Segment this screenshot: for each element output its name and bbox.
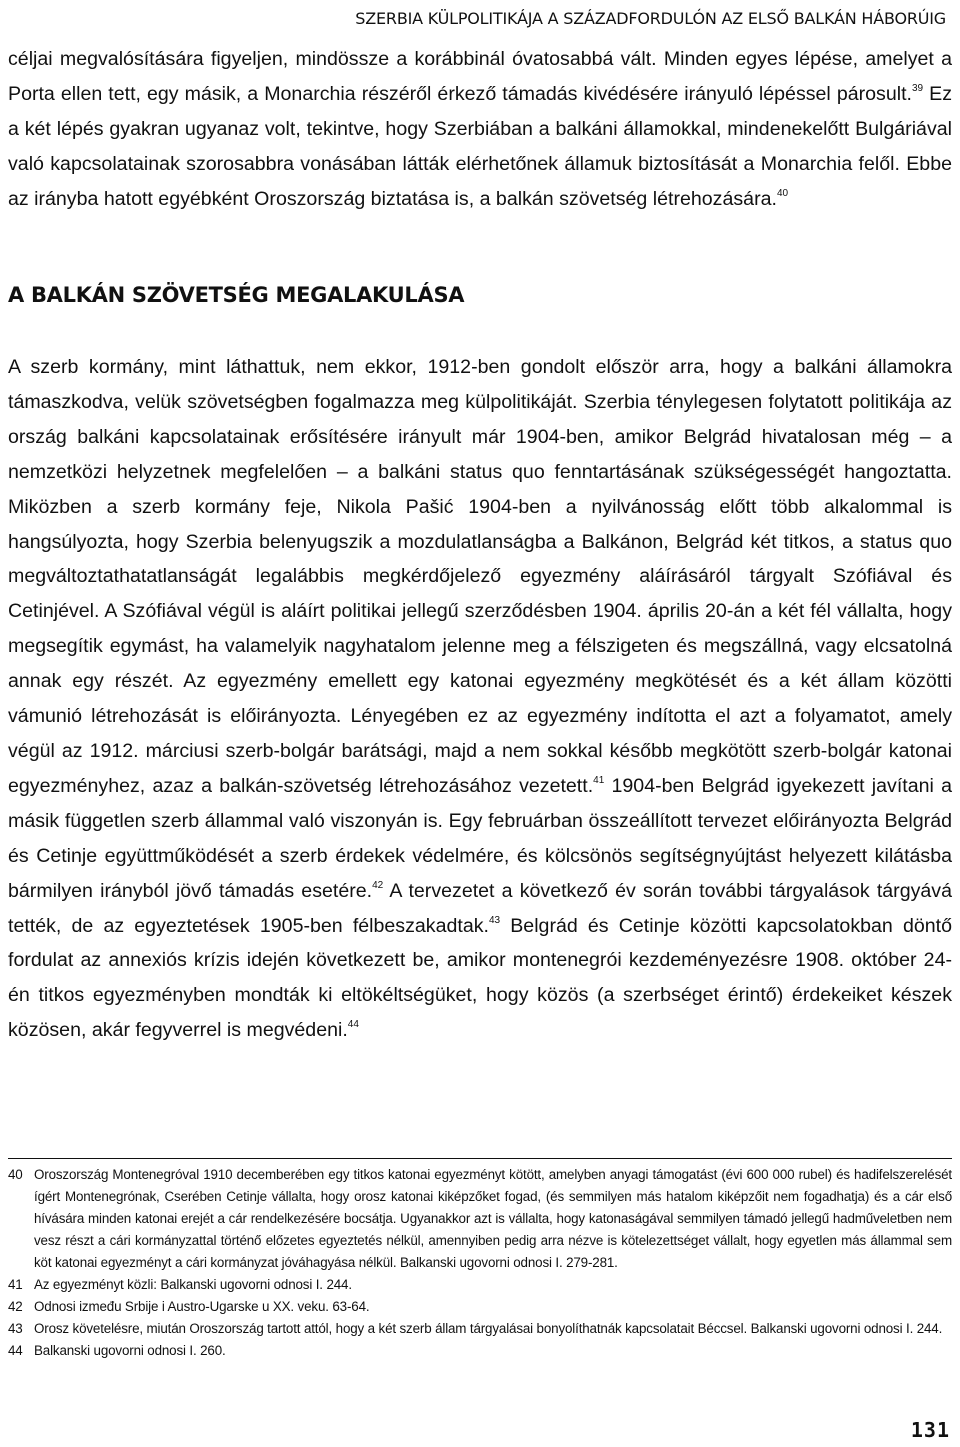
section-heading: A BALKÁN SZÖVETSÉG MEGALAKULÁSA	[8, 283, 465, 307]
footnote-number: 40	[8, 1167, 23, 1182]
body-paragraph-2	[8, 350, 952, 1048]
footnote-ref-40[interactable]: 40	[776, 187, 789, 199]
footnote-divider	[8, 1158, 952, 1159]
footnote-42	[8, 1296, 952, 1318]
footnote-text: Balkanski ugovorni odnosi I. 260.	[34, 1343, 226, 1358]
footnote-ref-41[interactable]: 41	[593, 774, 605, 786]
footnote-41	[8, 1274, 952, 1296]
paragraph-text: céljai megvalósítására figyeljen, mindössze a korábbinál óvatosabbá vált. Minden egyes lépése, amelyet a Porta ellen tett, egy másik, a Monarchia részéről érkező támadás kivédésére irányuló lépéssel párosult.	[8, 48, 952, 105]
footnote-number: 42	[8, 1299, 23, 1314]
running-head: SZERBIA KÜLPOLITIKÁJA A SZÁZADFORDULÓN AZ ELSŐ BALKÁN HÁBORÚIG	[355, 9, 946, 28]
footnote-text: Az egyezményt közli: Balkanski ugovorni odnosi I. 244.	[34, 1277, 352, 1292]
footnote-44	[8, 1340, 952, 1362]
footnote-text: Odnosi između Srbije i Austro-Ugarske u XX. veku. 63-64.	[34, 1299, 370, 1314]
footnote-number: 43	[8, 1321, 23, 1336]
footnotes	[8, 1164, 952, 1362]
paragraph-text: Ez a két lépés gyakran ugyanaz volt, tekintve, hogy Szerbiában a balkáni államokkal, mindenekelőtt Bulgáriával való kapcsolatainak szorosabbra vonásában látták elérhetőnek államuk biztosítását a Monarchia felől. Ebbe az irányba hatott egyébként Oroszország biztatása is, a balkán szövetség létrehozására.	[8, 82, 953, 210]
footnote-text: Oroszország Montenegróval 1910 decemberében egy titkos katonai egyezményt kötött, amelyben anyagi támogatást (évi 600 000 rubel) és hadifelszerelését ígért Montenegrónak, Cserében Cetinje vállalta, hogy orosz katonai kiképzőket fogad, (és semmilyen más hatalom kiképzőit nem fogadhatja) és a cár első hívására minden katonai erejét a cár rendelkezésére bocsátja. Ugyanakkor azt is vállalta, hogy katonaságával semmilyen támadó jellegű hadműveletben nem vesz részt a cári kormányzattal történő előzetes egyeztetés nélkül, amennyiben pedig arra nézve is kötelezettséget vállalt, hogy egyetlen más állammal sem köt katonai egyezményt a cári kormányzat jóváhagyása nélkül. Balkanski ugovorni odnosi I. 279-281.	[34, 1167, 952, 1270]
paragraph-text: 1904-ben Belgrád igyekezett javítani a másik független szerb állammal való viszonyán is. Egy februárban összeállított tervezet előirányozta Belgrád és Cetinje együttműködését a szerb érdekek védelmére, és kölcsönös segítségnyújtást helyezett kilátásba bármilyen irányból jövő támadás esetére.	[8, 774, 952, 902]
footnote-ref-42[interactable]: 42	[372, 879, 384, 891]
footnote-number: 41	[8, 1277, 23, 1292]
footnote-40	[8, 1164, 952, 1274]
page-number: 131	[910, 1418, 950, 1442]
paragraph-text: A szerb kormány, mint láthattuk, nem ekkor, 1912-ben gondolt először arra, hogy a balkáni államokra támaszkodva, velük szövetségben fogalmazza meg külpolitikáját. Szerbia ténylegesen folytatott politikája az ország balkáni kapcsolatainak erősítésére irányult már 1904-ben, amikor Belgrád hivatalosan még – a nemzetközi helyzetnek megfelelően – a balkáni status quo fenntartásának szükségességét hangoztatta. Miközben a szerb kormány feje, Nikola Pašić 1904-ben a nyilvánosság előtt több alkalommal is hangsúlyozta, hogy Szerbia belenyugszik a mozdulatlanságba a Balkánon, Belgrád két titkos, a status quo megváltoztathatatlanságát legalábbis megkérdőjelező egyezmény aláírásáról tárgyalt Szófiával és Cetinjével. A Szófiával végül is aláírt politikai jellegű szerződésben 1904. április 20-án a két fél vállalta, hogy megsegítik egymást, ha valamelyik nagyhatalom jelenne meg a félszigeten és megszállná, vagy elcsatolná annak egy részét. Az egyezmény emellett egy katonai egyezmény megkötését és a két állam közötti vámunió létrehozását is előirányozta. Lényegében ez az egyezmény indította el azt a folyamatot, amely végül az 1912. márciusi szerb-bolgár barátsági, majd a nem sokkal később megkötött szerb-bolgár katonai egyezményhez, azaz a balkán-szövetség létrehozásához vezetett.	[8, 356, 952, 797]
footnote-number: 44	[8, 1343, 23, 1358]
footnote-ref-43[interactable]: 43	[488, 914, 501, 926]
footnote-text: Orosz követelésre, miután Oroszország tartott attól, hogy a két szerb állam tárgyalásai bonyolíthatnák kapcsolatait Béccsel. Balkanski ugovorni odnosi I. 244.	[34, 1321, 943, 1336]
footnote-ref-44[interactable]: 44	[347, 1019, 359, 1031]
paragraph-text: A tervezetet a következő év során további tárgyalások tárgyává tették, de az egyeztetések 1905-ben félbeszakadtak.	[8, 879, 952, 937]
footnote-43	[8, 1318, 952, 1340]
footnote-ref-39[interactable]: 39	[911, 82, 924, 94]
paragraph-text: Belgrád és Cetinje közötti kapcsolatokban döntő fordulat az annexiós krízis idején következett be, amikor montenegrói kezdeményezésre 1908. október 24-én titkos egyezményben mondták ki eltökéltségüket, hogy közös (a szerbséget érintő) érdekeiket készek közösen, akár fegyverrel is megvédeni.	[8, 914, 952, 1042]
body-paragraph-1	[8, 42, 952, 217]
